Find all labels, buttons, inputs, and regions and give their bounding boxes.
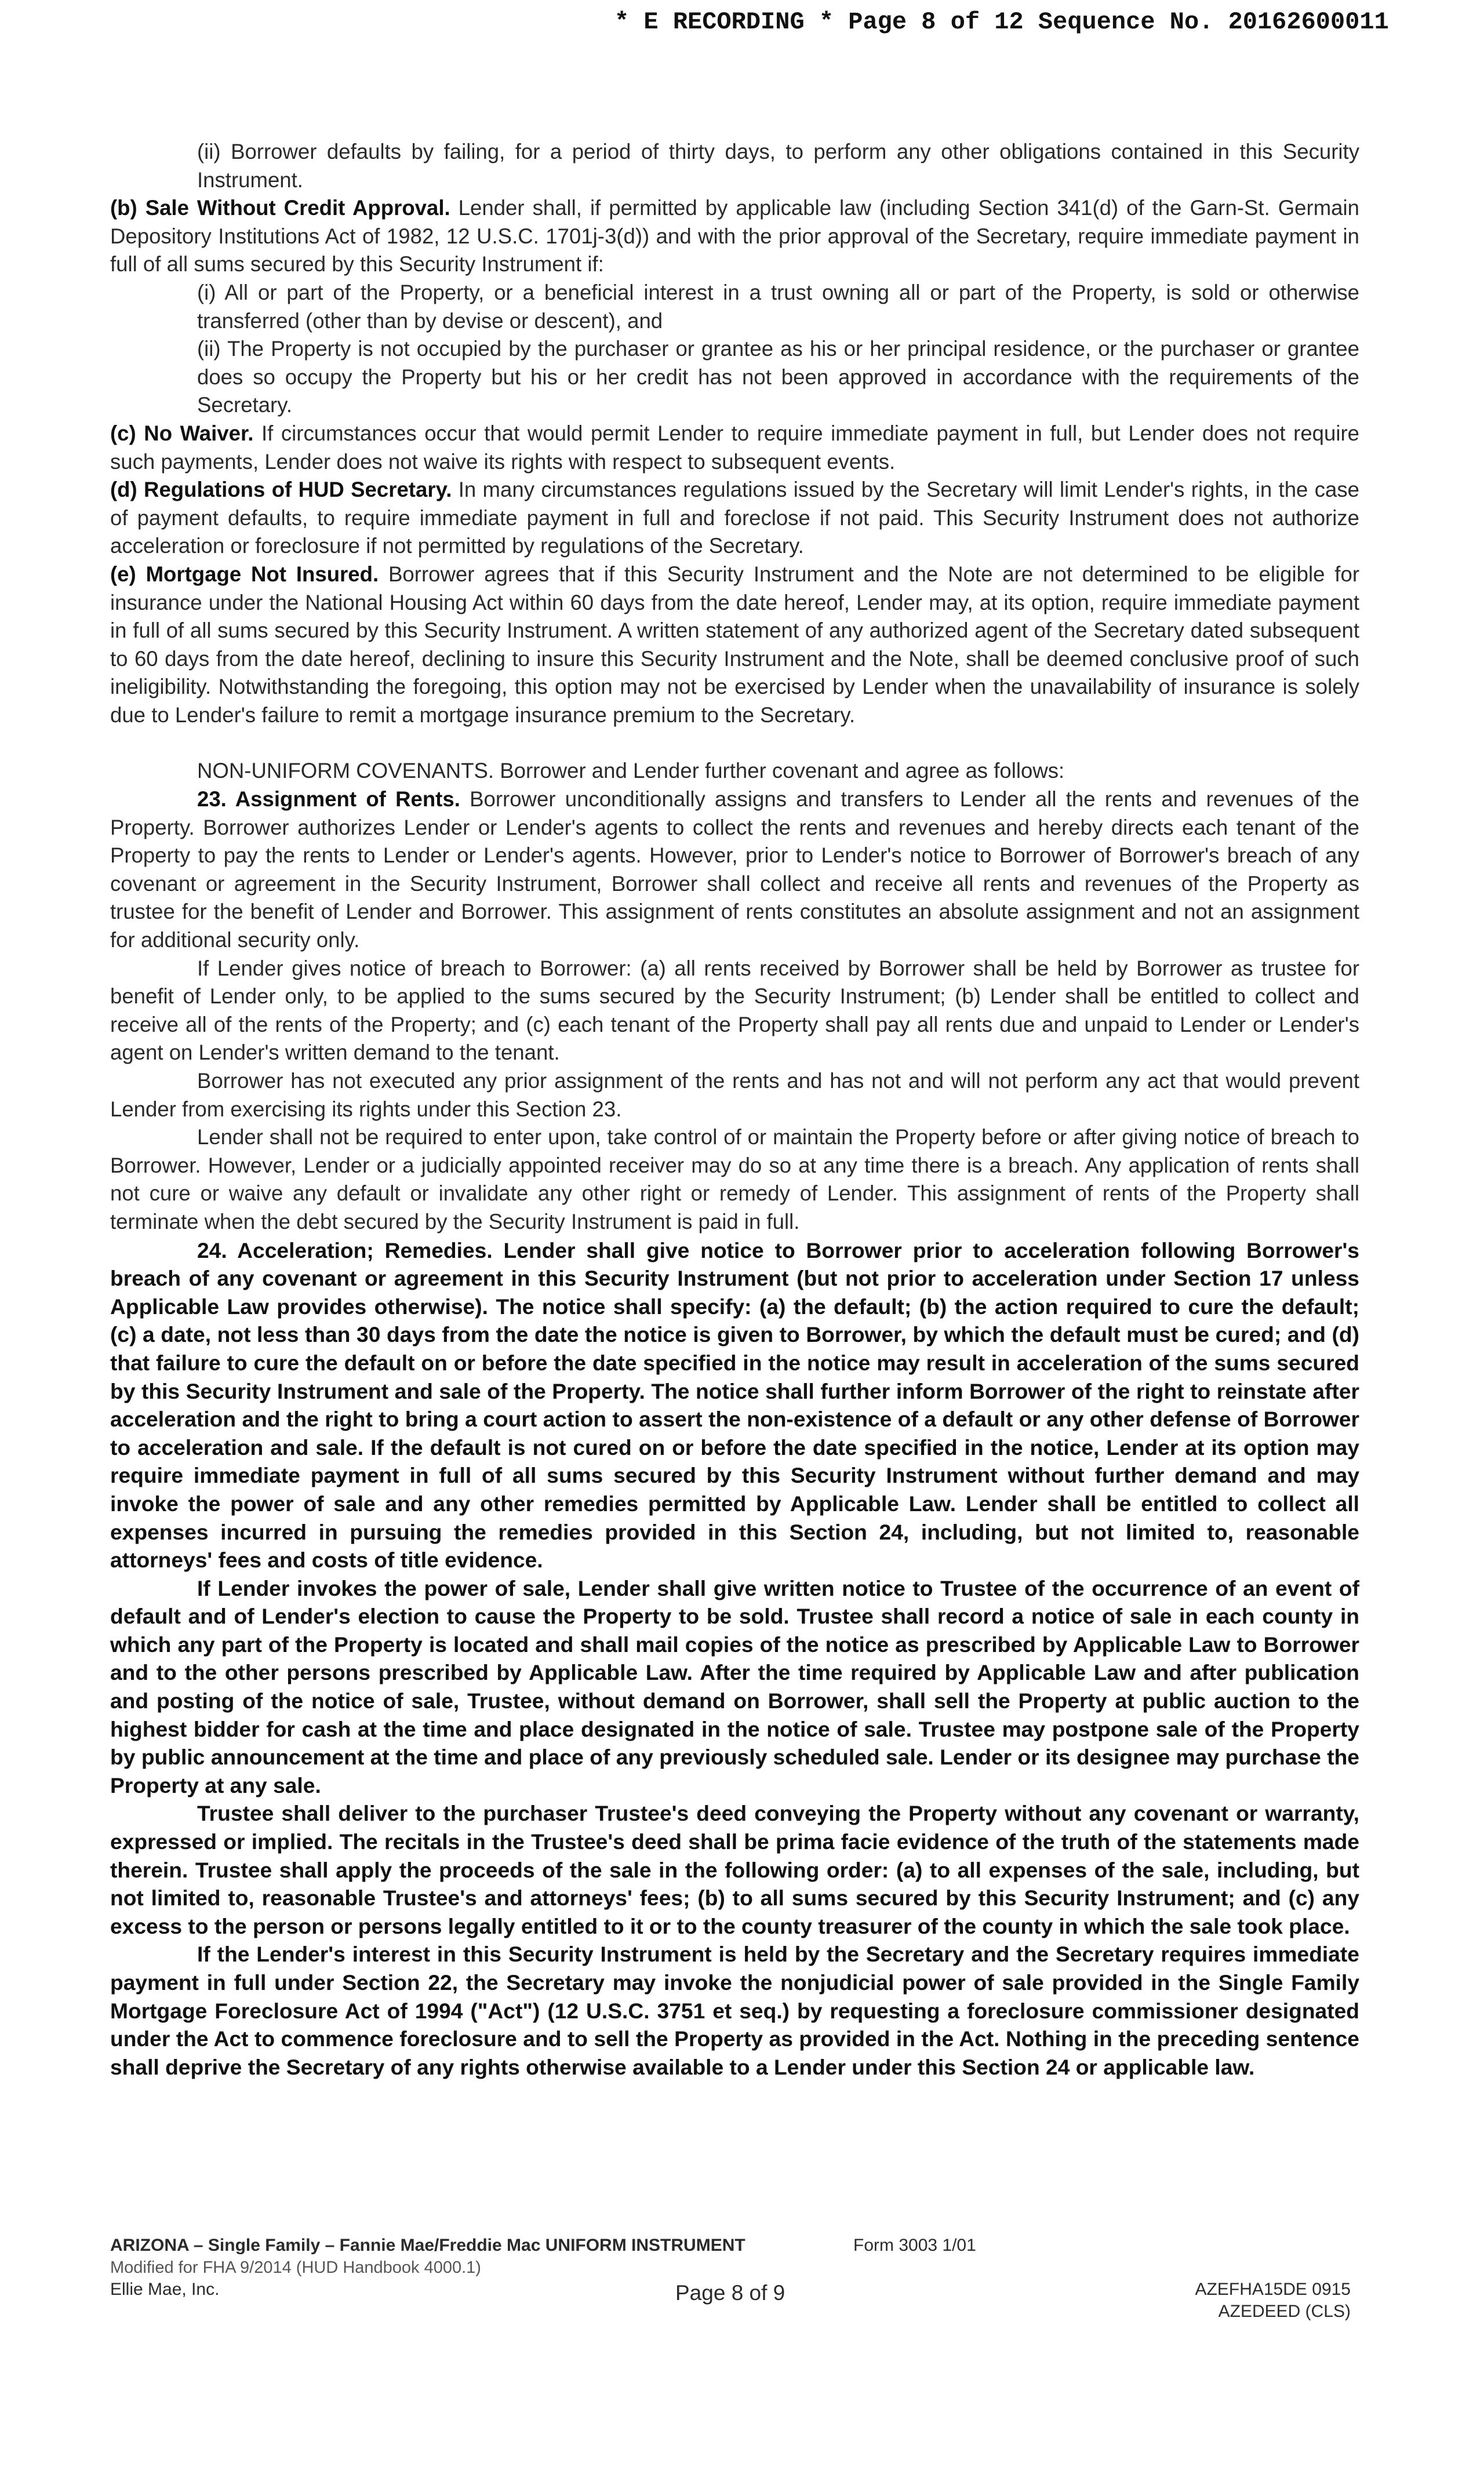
heading-no-waiver: (c) No Waiver. [110,421,254,445]
footer-instrument-line: ARIZONA – Single Family – Fannie Mae/Freddie Mac UNIFORM INSTRUMENT [110,2236,745,2255]
section-23 [110,785,1359,955]
footer-deed-code: AZEDEED (CLS) [1218,2302,1351,2321]
paragraph-b-i: (i) All or part of the Property, or a beneficial interest in a trust owning all or part of the Property, is sold or otherwise transferred (other than by devise or descent), and [197,280,1359,333]
section-24-secretary: If the Lender's interest in this Security Instrument is held by the Secretary and the Secretary requires immediate payment in full under Section 22, the Secretary may invoke the nonjudicial power of sale provided in the Single Family Mortgage Foreclosure Act of 1994 ("Act") (12 U.S.C. 3751 et seq.) by requesting a foreclosure commissioner designated under the Act to commence foreclosure and to sell the Property as provided in the Act. Nothing in the preceding sentence shall deprive the Secretary of any rights otherwise available to a Lender under this Section 24 or applicable law. [110,1942,1359,2079]
section-23-prior-assignment: Borrower has not executed any prior assignment of the rents and has not and will not perform any act that would prevent Lender from exercising its rights under this Section 23. [110,1069,1359,1121]
paragraph-e [110,561,1359,730]
section-24-trustee-deed: Trustee shall deliver to the purchaser Trustee's deed conveying the Property without any covenant or warranty, expressed or implied. The recitals in the Trustee's deed shall be prima facie evidence of the truth of the statements made therein. Trustee shall apply the proceeds of the sale in the following order: (a) to all expenses of the sale, including, but not limited to, reasonable Trustee's and attorneys' fees; (b) to all sums secured by this Security Instrument; and (c) any excess to the person or persons legally entitled to it or to the county treasurer of the county in which the sale took place. [110,1801,1359,1938]
footer-page-number: Page 8 of 9 [675,2281,785,2305]
section-23-breach-notice: If Lender gives notice of breach to Borrower: (a) all rents received by Borrower shall be held by Borrower as trustee for benefit of Lender only, to be applied to the sums secured by the Security Instrument; (b) Lender shall be entitled to collect and receive all of the rents of the Property; and (c) each tenant of the Property shall pay all rents due and unpaid to Lender or Lender's agent on Lender's written demand to the tenant. [110,956,1359,1065]
footer-company: Ellie Mae, Inc. [110,2280,220,2299]
document-body [110,138,1359,2081]
paragraph-d-text: In many circumstances regulations issued by the Secretary will limit Lender's rights, in the case of payment defaults, to require immediate payment in full and foreclose if not paid. This Security Instrument does not authorize acceleration or foreclosure if not permitted by regulations of the Secretary. [110,478,1360,558]
paragraph-c-text: If circumstances occur that would permit Lender to require immediate payment in full, but Lender does not require such payments, Lender does not waive its rights with respect to subsequent events. [110,421,1360,474]
page-footer [110,2235,1374,2323]
non-uniform-covenants: NON-UNIFORM COVENANTS. Borrower and Lender further covenant and agree as follows: [197,759,1065,783]
heading-assignment-of-rents: 23. Assignment of Rents. [197,787,460,812]
heading-regulations-hud: (d) Regulations of HUD Secretary. [110,478,452,502]
section-24-power-of-sale: If Lender invokes the power of sale, Lender shall give written notice to Trustee of the occurrence of an event of default and of Lender's election to cause the Property to be sold. Trustee shall record a notice of sale in each county in which any part of the Property is located and shall mail copies of the notice as prescribed by Applicable Law to Borrower and to the other persons prescribed by Applicable Law. After the time required by Applicable Law and after publication and posting of the notice of sale, Trustee, without demand on Borrower, shall sell the Property at public auction to the highest bidder for cash at the time and place designated in the notice of sale. Trustee may postpone sale of the Property by public announcement at the time and place of any previously scheduled sale. Lender or its designee may purchase the Property at any sale. [110,1575,1359,1798]
paragraph-b-text: Lender shall, if permitted by applicable law (including Section 341(d) of the Garn-St. Germain Depository Institutions Act of 1982, 12 U.S.C. 1701j-3(d)) and with the prior approval of the Secretary, require immediate payment in full of all sums secured by this Security Instrument if: [110,196,1359,276]
paragraph-spacer [110,729,1359,757]
section-23-text: Borrower unconditionally assigns and transfers to Lender all the rents and revenues of the Property. Borrower authorizes Lender or Lender's agents to collect the rents and revenues and hereby directs each tenant of the Property to pay the rents to Lender or Lender's agents. However, prior to Lender's notice to Borrower of Borrower's breach of any covenant or agreement in the Security Instrument, Borrower shall collect and receive all rents and revenues of the Property as trustee for the benefit of Lender and Borrower. This assignment of rents constitutes an absolute assignment and not an assignment for additional security only. [110,787,1359,952]
section-23-receiver: Lender shall not be required to enter upon, take control of or maintain the Property before or after giving notice of breach to Borrower. However, Lender or a judicially appointed receiver may do so at any time there is a breach. Any application of rents shall not cure or waive any default or invalidate any other right or remedy of Lender. This assignment of rents of the Property shall terminate when the debt secured by the Security Instrument is paid in full. [110,1125,1359,1234]
heading-mortgage-not-insured: (e) Mortgage Not Insured. [110,562,379,586]
paragraph-b [110,194,1359,279]
footer-form-number: Form 3003 1/01 [853,2236,976,2255]
heading-sale-without-credit-approval: (b) Sale Without Credit Approval. [110,196,450,220]
paragraph-b-ii: (ii) The Property is not occupied by the purchaser or grantee as his or her principal residence, or the purchaser or grantee does so occupy the Property but his or her credit has not been approved in accordance with the requirements of the Secretary. [197,337,1359,417]
footer-doc-code: AZEFHA15DE 0915 [1195,2280,1351,2299]
paragraph-e-text: Borrower agrees that if this Security Instrument and the Note are not determined to be eligible for insurance under the National Housing Act within 60 days from the date hereof, Lender may, at its option, require immediate payment in full of all sums secured by this Security Instrument. A written statement of any authorized agent of the Secretary dated subsequent to 60 days from the date hereof, declining to insure this Security Instrument and the Note, shall be deemed conclusive proof of such ineligibility. Notwithstanding the foregoing, this option may not be exercised by Lender when the unavailability of insurance is solely due to Lender's failure to remit a mortgage insurance premium to the Secretary. [110,562,1359,727]
paragraph-a-ii: (ii) Borrower defaults by failing, for a period of thirty days, to perform any other obligations contained in this Security Instrument. [197,140,1359,192]
section-24-acceleration: 24. Acceleration; Remedies. Lender shall give notice to Borrower prior to acceleration following Borrower's breach of any covenant or agreement in this Security Instrument (but not prior to acceleration under Section 17 unless Applicable Law provides otherwise). The notice shall specify: (a) the default; (b) the action required to cure the default; (c) a date, not less than 30 days from the date the notice is given to Borrower, by which the default must be cured; and (d) that failure to cure the default on or before the date specified in the notice may result in acceleration of the sums secured by this Security Instrument and sale of the Property. The notice shall further inform Borrower of the right to reinstate after acceleration and the right to bring a court action to assert the non-existence of a default or any other defense of Borrower to acceleration and sale. If the default is not cured on or before the date specified in the notice, Lender at its option may require immediate payment in full of all sums secured by this Security Instrument without further demand and may invoke the power of sale and any other remedies permitted by Applicable Law. Lender shall be entitled to collect all expenses incurred in pursuing the remedies provided in this Section 24, including, but not limited to, reasonable attorneys' fees and costs of title evidence. [110,1238,1359,1573]
footer-modified-note: Modified for FHA 9/2014 (HUD Handbook 4000.1) [110,2258,481,2277]
paragraph-c [110,420,1359,476]
recording-header: * E RECORDING * Page 8 of 12 Sequence No. 20162600011 [614,8,1389,36]
paragraph-d [110,476,1359,561]
